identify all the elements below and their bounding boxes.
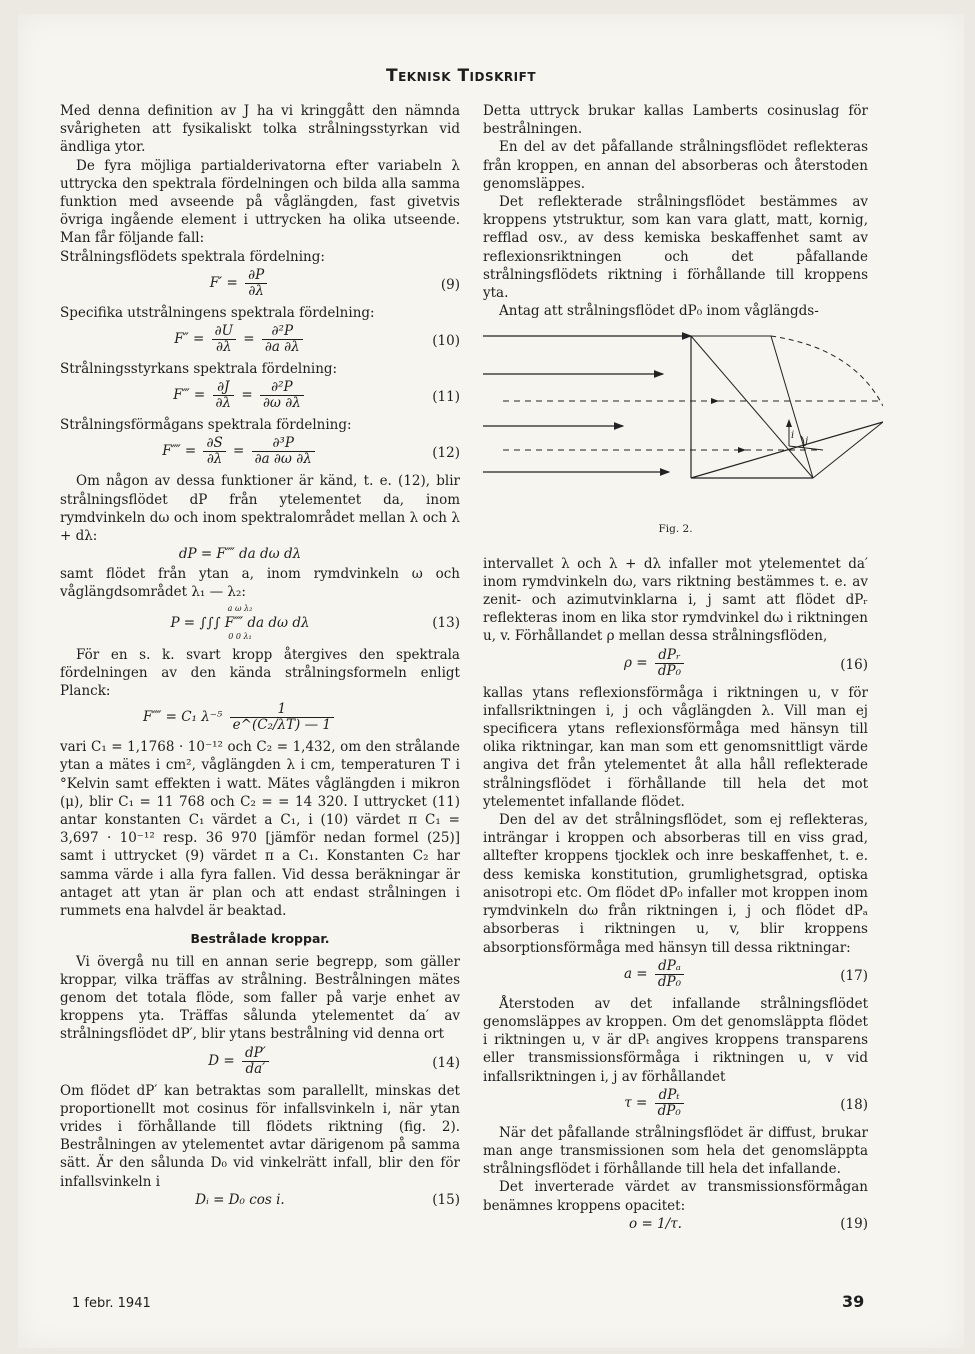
paragraph: Återstoden av det infallande strålningsflödet genomsläppes av kroppen. Om det genomsläppta flödet i riktningen u, v är dPₜ angives kroppens transparens eller transmissionsförmåga i riktningen u, v vid infallsriktningen i, j av förhållandet (483, 995, 868, 1085)
figure-2-diagram (483, 326, 883, 518)
paragraph: Med denna definition av J ha vi kringgått den nämnda svårigheten att fysikaliskt tolka strålningsstyrkan vid ändliga ytor. (60, 103, 460, 156)
figure-caption: Fig. 2. (658, 523, 693, 536)
figure-2 (483, 326, 883, 518)
equation-number: (10) (432, 333, 460, 350)
equation-number: (19) (840, 1215, 868, 1232)
paragraph: Det reflekterade strålningsflödet bestämmes av kroppens ytstruktur, som kan vara glatt, matt, kornig, refflad osv., av dess kemiska beskaffenhet samt av reflexionsriktningen och det påfallande strålningsflödets riktning i förhållande till kroppens yta. (483, 194, 868, 302)
issue-date: 1 febr. 1941 (72, 1296, 151, 1311)
equation-number: (14) (432, 1054, 460, 1071)
paragraph: samt flödet från ytan a, inom rymdvinkeln ω och våglängdsområdet λ₁ — λ₂: (60, 566, 460, 601)
equation-number: (18) (840, 1096, 868, 1113)
equation-13: a ω λ₂ P = ∫∫∫ F⁗ da dω dλ 0 0 λ₁ (13) (170, 603, 460, 641)
paragraph: Den del av det strålningsflödet, som ej reflekteras, inträngar i kroppen och absorberas till en viss grad, alltefter kroppens tjocklek och inre beskaffenhet, t. e. dess kemiska konstitution, grumlighetsgrad, optiska anisotropi etc. Om flödet dP₀ infaller mot kroppen inom rymdvinkeln dω från riktningen i, j och flödet dPₐ absorberas i riktningen u, v, blir kroppens absorptionsförmåga med hänsyn till dessa riktningar: (483, 812, 868, 956)
equation-label: Specifika utstrålningens spektrala fördelning: (60, 304, 375, 321)
paragraph: Detta uttryck brukar kallas Lamberts cosinuslag för bestrålningen. (483, 103, 868, 138)
paragraph: Det inverterade värdet av transmissionsförmågan benämnes kroppens opacitet: (483, 1179, 868, 1214)
paragraph: De fyra möjliga partialderivatorna efter variabeln λ uttrycka den spektrala fördelningen och bilda alla samma funktion med avseende på våglängden, fast givetvis övriga ingående element i uttrycken ha olika utseende. Man får följande fall: (60, 157, 460, 247)
equation-label: Strålningsstyrkans spektrala fördelning: (60, 361, 338, 378)
equation-15: Dᵢ = D₀ cos i. (15) (195, 1191, 460, 1208)
right-column (483, 102, 868, 1235)
equation-16: ρ = $\frac{\text{dPᵣ}}{\text{dP₀}}$ (16) (624, 646, 868, 679)
section-heading: Bestrålade kroppar. (190, 931, 330, 947)
angle-label-j: j (805, 436, 809, 448)
paragraph: En del av det påfallande strålningsflödet reflekteras från kroppen, en annan del absorberas och återstoden genomsläppes. (483, 139, 868, 192)
equation-label: Strålningsflödets spektrala fördelning: (60, 248, 325, 265)
angle-label-i: i (791, 430, 795, 442)
page-number: 39 (842, 1292, 865, 1311)
equation-number: (13) (432, 614, 460, 631)
paragraph: När det påfallande strålningsflödet är diffust, brukar man ange transmissionen som hela det genomsläppta strålningsflödet i förhållande till hela det infallande. (483, 1124, 868, 1178)
equation-label: Strålningsförmågans spektrala fördelning: (60, 417, 352, 434)
paragraph: vari C₁ = 1,1768 · 10⁻¹² och C₂ = 1,432, om den strålande ytan a mätes i cm², våglängden λ i cm, temperaturen T i °Kelvin samt effekten i watt. Mätes våglängden i mikron (μ), blir C₁ = 11 768 och C₂ = = 14 320. I uttrycket (11) antar konstanten C₁ värdet a C₁, i (10) värdet π C₁ = 3,697 · 10⁻¹² resp. 36 970 [jämför nedan formel (25)] samt i uttrycket (9) värdet π a C₁. Konstanten C₂ har samma värde i alla fyra fallen. Vid dessa beräkningar är antaget att ytan är plan och att endast strålningen i rummets ena halvdel är beaktad. (60, 739, 460, 920)
equation-planck: F⁗ = C₁ λ⁻⁵ $\frac{1}{\text{e\textasciicircum{}(C₂/λT) — 1}}$ (60, 702, 460, 736)
equation-10: F″ = $\frac{\partial U}{\partial\lambda}$ = $\frac{\text{∂²P}}{\partial a \partial\lambda}$ (10) (174, 323, 460, 356)
left-column (60, 102, 460, 1211)
equation-19: o = 1/τ. (19) (629, 1215, 868, 1232)
paragraph: Om någon av dessa funktioner är känd, t. e. (12), blir strålningsflödet dP från ytelementet da, inom rymdvinkeln dω och inom spektralområdet mellan λ och λ + dλ: (60, 473, 460, 545)
equation-number: (9) (440, 276, 460, 293)
paragraph: kallas ytans reflexionsförmåga i riktningen u, v för infallsriktningen i, j och våglängden λ. Vill man ej specificera ytans reflexionsförmåga med hänsyn till olika riktningar, kan man som ett genomsnittligt värde angiva det från ytelementet åt alla håll reflekterade strålningsflödet i förhållande till hela det mot ytelementet infallande flödet. (483, 684, 868, 810)
equation-number: (15) (432, 1191, 460, 1208)
paragraph: Om flödet dP′ kan betraktas som parallellt, minskas det proportionellt mot cosinus för infallsvinkeln i, när ytan vrides i förhållande till flödets riktning (fig. 2). Bestrålningen av ytelementet avtar därigenom på samma sätt. Är den sålunda D₀ vid vinkelrätt infall, blir den för infallsvinkeln i (60, 1082, 460, 1190)
equation-dp: dP = F⁗ da dω dλ (178, 546, 302, 563)
equation-9: F′ = $\frac{\partial P}{\partial\lambda}$ (9) (209, 266, 460, 299)
equation-18: τ = $\frac{\text{dPₜ}}{\text{dP₀}}$ (18) (624, 1086, 868, 1119)
paragraph: Vi övergå nu till en annan serie begrepp, som gäller kroppar, vilka träffas av strålning. Bestrålningen mätes genom det totala flöde, som faller på varje enhet av kroppens yta. Träffas sålunda ytelementet da′ av strålningsflödet dP′, blir ytans bestrålning vid denna ort (60, 953, 460, 1043)
equation-11: F‴ = $\frac{\partial J}{\partial\lambda}$ = $\frac{\text{∂²P}}{\partial\omega \partial\lambda}$ (11) (173, 379, 460, 412)
paragraph: Antag att strålningsflödet dP₀ inom våglängds- (499, 303, 819, 320)
paragraph: intervallet λ och λ + dλ infaller mot ytelementet da′ inom rymdvinkeln dω, vars riktning bestämmes t. e. av zenit- och azimutvinklarna i, j samt att flödet dPᵣ reflekteras inom en lika stor rymdvinkel dω i riktningen u, v. Förhållandet ρ mellan dessa strålningsflöden, (483, 555, 868, 645)
paragraph: För en s. k. svart kropp återgives den spektrala fördelningen av den kända strålningsformeln enligt Planck: (60, 646, 460, 700)
equation-12: F⁗ = $\frac{\partial S}{\partial\lambda}$ = $\frac{\text{∂³P}}{\partial a \partial\omega \partial\lambda}$ (12) (162, 435, 460, 468)
equation-14: D = $\frac{dP'}{da'}$ (14) (208, 1044, 460, 1077)
equation-number: (17) (840, 967, 868, 984)
equation-number: (11) (432, 389, 460, 406)
journal-masthead: Teknisk Tidskrift (386, 66, 537, 86)
equation-number: (16) (840, 656, 868, 673)
equation-number: (12) (432, 445, 460, 462)
equation-17: a = $\frac{\text{dPₐ}}{\text{dP₀}}$ (17) (623, 957, 868, 990)
